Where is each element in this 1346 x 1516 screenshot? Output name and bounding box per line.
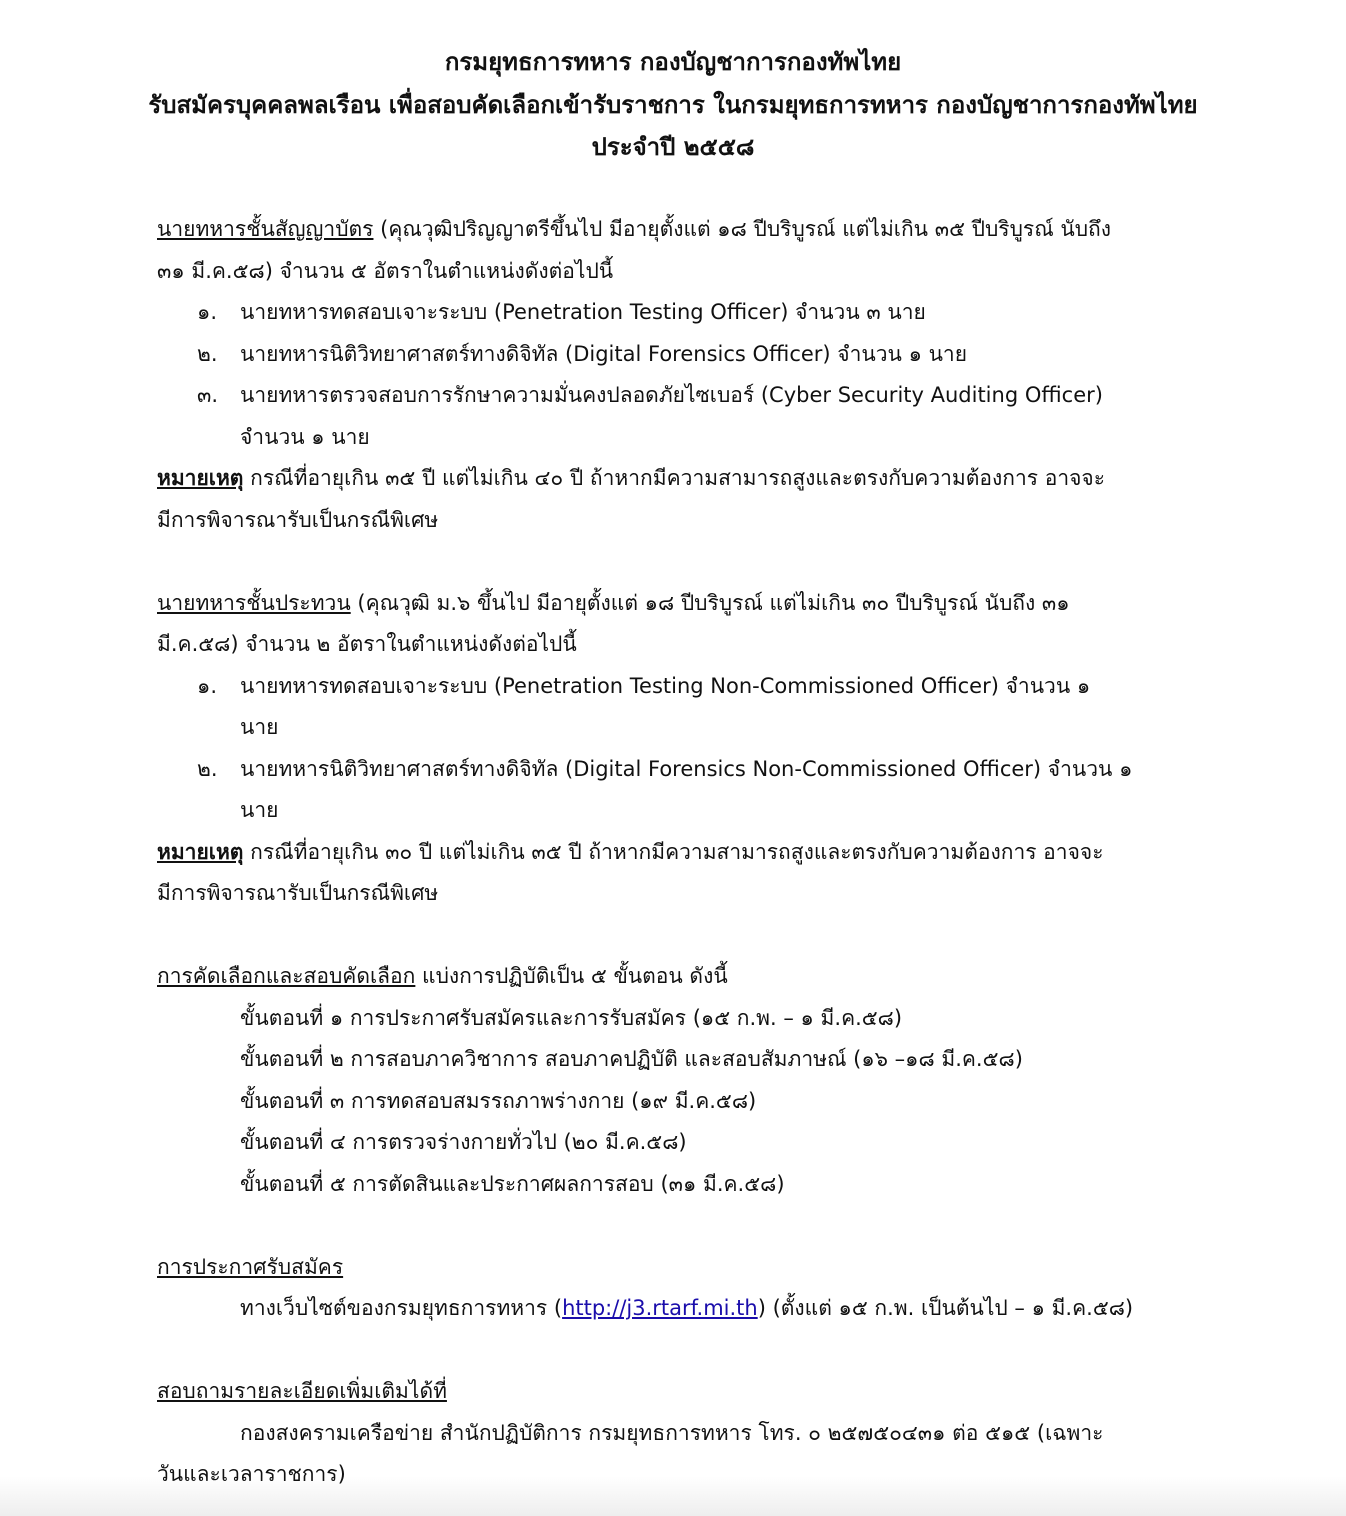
note-label: หมายเหตุ [157,839,244,864]
item-text: นายทหารนิติวิทยาศาสตร์ทางดิจิทัล (Digital Forensics Non-Commissioned Officer) จำนวน ๑ [240,756,1133,781]
note-label: หมายเหตุ [157,466,244,490]
item-text-cont: นาย [240,798,279,822]
officers-heading: นายทหารชั้นสัญญาบัตร [157,217,374,241]
step-item: ขั้นตอนที่ ๒ การสอบภาควิชาการ สอบภาคปฏิบัติ และสอบสัมภาษณ์ (๑๖ –๑๘ มี.ค.๕๘) [240,1047,1023,1071]
list-item [157,375,1187,417]
step-item: ขั้นตอนที่ ๕ การตัดสินและประกาศผลการสอบ (๓๑ มี.ค.๕๘) [240,1171,785,1196]
ncos-intro: (คุณวุฒิ ม.๖ ขึ้นไป มีอายุตั้งแต่ ๑๘ ปีบริบูรณ์ แต่ไม่เกิน ๓๐ ปีบริบูรณ์ นับถึง ๓๑ [350,590,1070,615]
item-number: ๒. [197,756,218,781]
officers-intro: (คุณวุฒิปริญญาตรีขึ้นไป มีอายุตั้งแต่ ๑๘ ปีบริบูรณ์ แต่ไม่เกิน ๓๕ ปีบริบูรณ์ นับถึง [373,217,1112,241]
list-item [157,666,1187,708]
list-item [157,749,1187,791]
contact-text: กองสงครามเครือข่าย สำนักปฏิบัติการ กรมยุทธการทหาร โทร. ๐ ๒๕๗๕๐๔๓๑ ต่อ ๕๑๕ (เฉพาะ [240,1420,1104,1445]
item-text: นายทหารตรวจสอบการรักษาความมั่นคงปลอดภัยไซเบอร์ (Cyber Security Auditing Officer) [240,383,1103,407]
ncos-heading: นายทหารชั้นประทวน [157,590,351,615]
item-text: นายทหารนิติวิทยาศาสตร์ทางดิจิทัล (Digital Forensics Officer) จำนวน ๑ นาย [240,341,968,366]
announcement-text: ทางเว็บไซต์ของกรมยุทธการทหาร ( [240,1296,563,1320]
note-text: กรณีที่อายุเกิน ๓๐ ปี แต่ไม่เกิน ๓๕ ปี ถ้าหากมีความสามารถสูงและตรงกับความต้องการ อาจจะ [243,839,1104,864]
announcement-text-after: ) (ตั้งแต่ ๑๕ ก.พ. เป็นต้นไป – ๑ มี.ค.๕๘) [757,1296,1134,1320]
note-text-cont: มีการพิจารณารับเป็นกรณีพิเศษ [157,507,439,532]
list-item [157,334,1187,376]
selection-intro: แบ่งการปฏิบัติเป็น ๕ ขั้นตอน ดังนี้ [415,964,728,988]
contact-text-cont: วันและเวลาราชการ) [157,1462,346,1486]
website-link[interactable]: http://j3.rtarf.mi.th [562,1296,758,1320]
section-officers [157,209,1187,541]
note-text: กรณีที่อายุเกิน ๓๕ ปี แต่ไม่เกิน ๔๐ ปี ถ้าหากมีความสามารถสูงและตรงกับความต้องการ อาจจะ [243,466,1106,490]
step-item: ขั้นตอนที่ ๓ การทดสอบสมรรถภาพร่างกาย (๑๙ มี.ค.๕๘) [240,1088,757,1113]
contact-heading: สอบถามรายละเอียดเพิ่มเติมได้ที่ [157,1379,447,1403]
item-text: นายทหารทดสอบเจาะระบบ (Penetration Testing Non-Commissioned Officer) จำนวน ๑ [240,673,1091,698]
title-line-1: กรมยุทธการทหาร กองบัญชาการกองทัพไทย [444,48,902,76]
item-number: ๓. [197,383,219,407]
step-item: ขั้นตอนที่ ๔ การตรวจร่างกายทั่วไป (๒๐ มี.ค.๕๘) [240,1130,687,1154]
section-selection [157,956,1187,1205]
step-item: ขั้นตอนที่ ๑ การประกาศรับสมัครและการรับสมัคร (๑๕ ก.พ. – ๑ มี.ค.๕๘) [240,1005,903,1030]
section-announcement [157,1247,1187,1330]
item-text-cont: นาย [240,715,279,739]
list-item [157,292,1187,334]
section-contact [157,1371,1187,1496]
title-line-3: ประจำปี ๒๕๕๘ [591,133,755,161]
selection-heading: การคัดเลือกและสอบคัดเลือก [157,964,416,988]
item-text-cont: จำนวน ๑ นาย [240,424,370,449]
ncos-intro-cont: มี.ค.๕๘) จำนวน ๒ อัตราในตำแหน่งดังต่อไปนี้ [157,632,577,656]
announcement-heading: การประกาศรับสมัคร [157,1254,344,1279]
item-number: ๒. [197,341,218,366]
section-ncos [157,583,1187,915]
officers-intro-cont: ๓๑ มี.ค.๕๘) จำนวน ๕ อัตราในตำแหน่งดังต่อไปนี้ [157,258,614,283]
document-header [0,41,1346,169]
item-number: ๑. [197,300,218,324]
title-line-2: รับสมัครบุคคลพลเรือน เพื่อสอบคัดเลือกเข้ารับราชการ ในกรมยุทธการทหาร กองบัญชาการกองทัพไทย [148,90,1198,119]
item-number: ๑. [197,673,218,698]
note-text-cont: มีการพิจารณารับเป็นกรณีพิเศษ [157,881,439,905]
document-body [157,209,1187,1496]
item-text: นายทหารทดสอบเจาะระบบ (Penetration Testing Officer) จำนวน ๓ นาย [240,300,926,324]
